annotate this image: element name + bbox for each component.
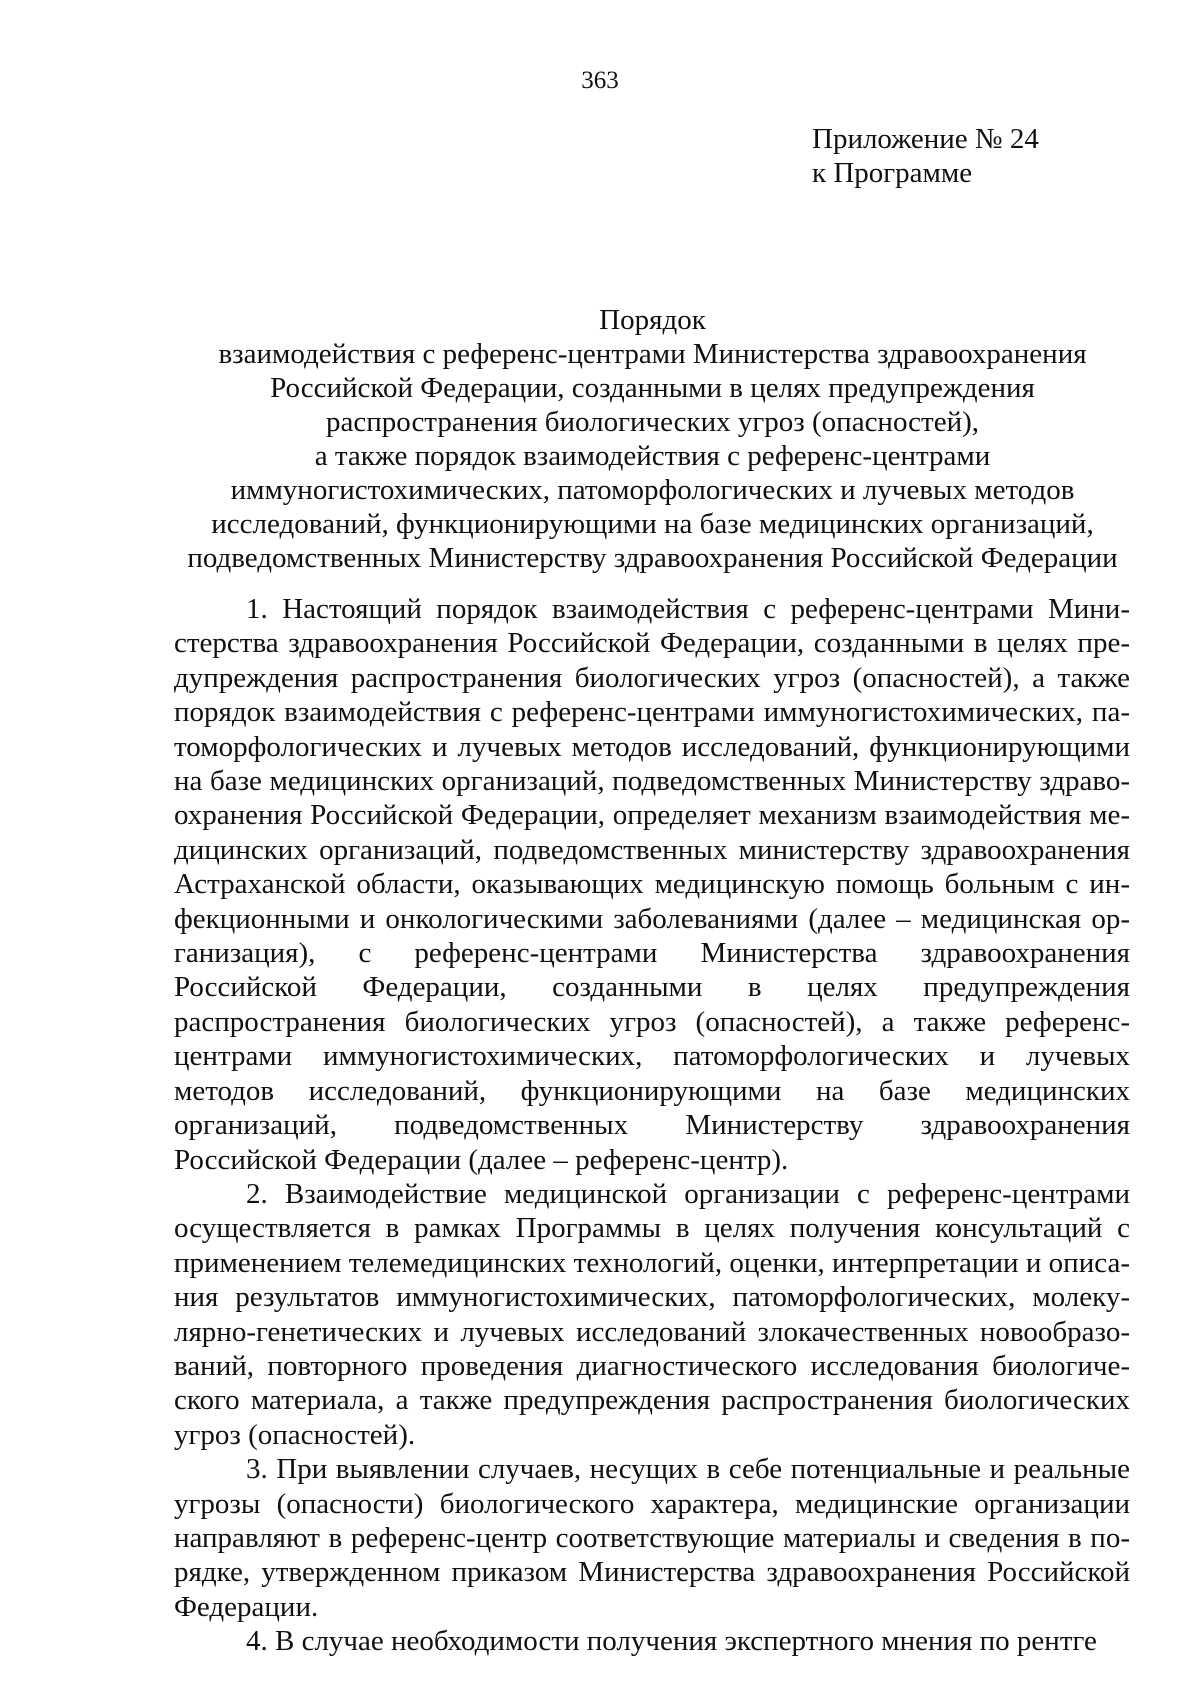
appendix-program: к Программе	[812, 157, 973, 189]
document-title	[150, 303, 1155, 575]
appendix-number: Приложение № 24	[812, 123, 1039, 155]
paragraph-3: 3. При выявлении случаев, несущих в себе потенциальные и реальные угрозы (опасности) биологического характера, медицинские организации направляют в референс-центр соответствующие материалы и сведения в порядке, утвержденном приказом Министерства здравоохранения Российской Федерации.	[174, 1453, 1130, 1623]
title-line: а также порядок взаимодействия с референс-центрами	[314, 440, 991, 472]
title-line: Российской Федерации, созданными в целях предупреждения	[270, 372, 1035, 404]
appendix-reference	[812, 122, 1039, 190]
document-body	[174, 592, 1130, 1659]
title-line: исследований, функционирующими на базе медицинских организаций,	[211, 508, 1094, 540]
paragraph-2: 2. Взаимодействие медицинской организации с референс-центрами осуществляется в рамках Программы в целях получения консультаций с применением телемедицинских технологий, оценки, интерпретации и описания результатов иммуногистохимических, патоморфологических, молекулярно-генетических и лучевых исследований злокачественных новообразований, повторного проведения диагностического исследования биологического материала, а также предупреждения распространения биологических угроз (опасностей).	[174, 1177, 1130, 1451]
title-line: взаимодействия с референс-центрами Министерства здравоохранения	[218, 338, 1087, 370]
paragraph-4: 4. В случае необходимости получения экспертного мнения по рентге	[246, 1625, 1097, 1658]
title-line: подведомственных Министерству здравоохранения Российской Федерации	[187, 542, 1118, 574]
title-line: иммуногистохимических, патоморфологических и лучевых методов	[230, 474, 1075, 506]
title-line: распространения биологических угроз (опасностей),	[325, 406, 980, 438]
paragraph-1: 1. Настоящий порядок взаимодействия с референс-центрами Министерства здравоохранения Российской Федерации, созданными в целях предупреждения распространения биологических угроз (опасностей), а также порядок взаимодействия с референс-центрами иммуногистохимических, патоморфологических и лучевых методов исследований, функционирующими на базе медицинских организаций, подведомственных Министерству здравоохранения Российской Федерации, определяет механизм взаимодействия медицинских организаций, подведомственных министерству здравоохранения Астраханской области, оказывающих медицинскую помощь больным с инфекционными и онкологическими заболеваниями (далее – медицинская организация), с референс-центрами Министерства здравоохранения Российской Федерации, созданными в целях предупреждения распространения биологических угроз (опасностей), а также референс-центрами иммуногистохимических, патоморфологических и лучевых методов исследований, функционирующими на базе медицинских организаций, подведомственных Министерству здравоохранения Российской Федерации (далее – референс-центр).	[174, 593, 1130, 1176]
page-number: 363	[581, 67, 619, 94]
title-heading: Порядок	[599, 304, 706, 336]
